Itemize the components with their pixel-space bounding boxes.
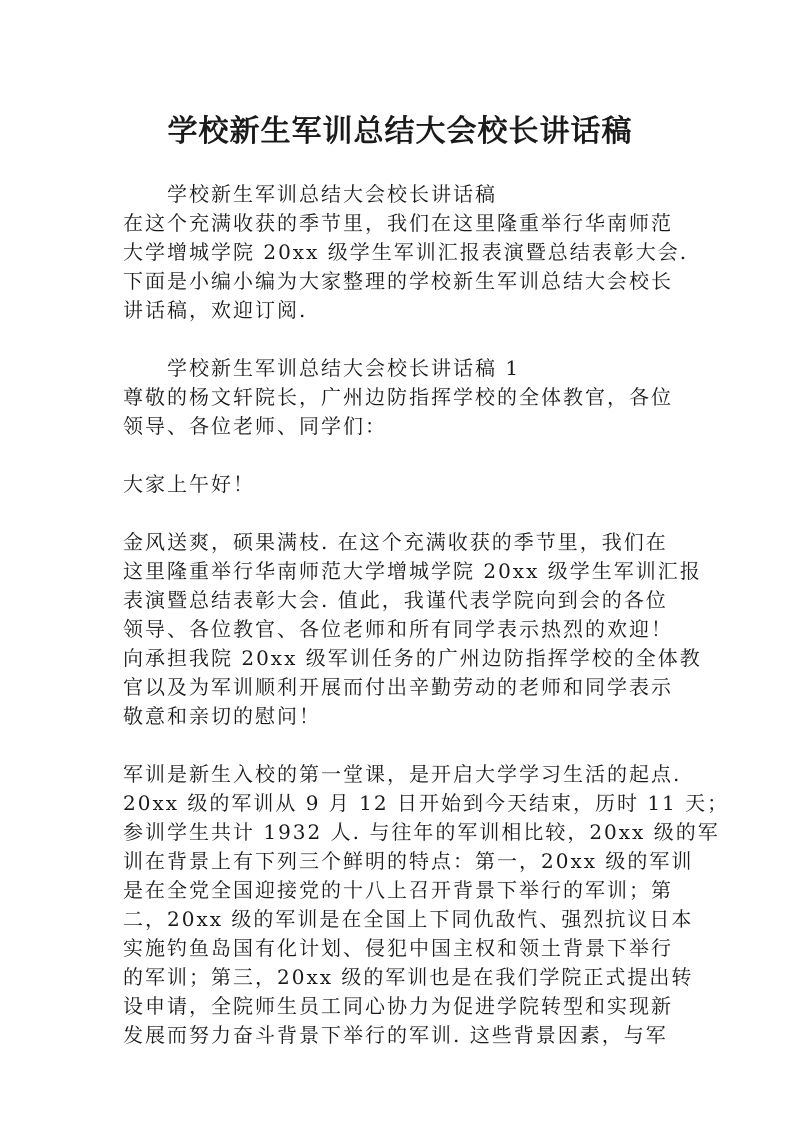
document-body — [123, 180, 730, 1050]
document-title: 学校新生军训总结大会校长讲话稿 — [167, 114, 633, 149]
paragraph2-line: 军训是新生入校的第一堂课，是开启大学学习生活的起点. — [123, 762, 682, 786]
paragraph-gap — [123, 441, 668, 470]
paragraph-gap — [123, 731, 668, 760]
intro-heading: 学校新生军训总结大会校长讲话稿 — [167, 182, 497, 206]
paragraph2-line: 实施钓鱼岛国有化计划、侵犯中国主权和领土背景下举行 — [123, 936, 673, 960]
paragraph2-line: 二，20xx 级的军训是在全国上下同仇敌忾、强烈抗议日本 — [123, 907, 694, 931]
paragraph1-line: 表演暨总结表彰大会. 值此，我谨代表学院向到会的各位 — [123, 588, 668, 612]
intro-line: 在这个充满收获的季节里，我们在这里隆重举行华南师范 — [123, 211, 673, 235]
paragraph2-line: 设申请，全院师生员工同心协力为促进学院转型和实现新 — [123, 994, 673, 1018]
paragraph1-line: 敬意和亲切的慰问！ — [123, 704, 321, 728]
intro-line: 大学增城学院 20xx 级学生军训汇报表演暨总结表彰大会. — [123, 240, 689, 264]
paragraph-gap — [123, 325, 668, 354]
paragraph-gap — [123, 499, 668, 528]
paragraph1-line: 官以及为军训顺利开展而付出辛勤劳动的老师和同学表示 — [123, 675, 673, 699]
paragraph1-line: 这里隆重举行华南师范大学增城学院 20xx 级学生军训汇报 — [123, 559, 702, 583]
paragraph1-line: 领导、各位教官、各位老师和所有同学表示热烈的欢迎！ — [123, 617, 673, 641]
greeting: 大家上午好！ — [123, 472, 255, 496]
paragraph2-line: 发展而努力奋斗背景下举行的军训. 这些背景因素，与军 — [123, 1023, 668, 1047]
salutation-line: 领导、各位老师、同学们： — [123, 414, 387, 438]
paragraph2-line: 的军训；第三，20xx 级的军训也是在我们学院正式提出转 — [123, 965, 694, 989]
salutation-line: 尊敬的杨文轩院长，广州边防指挥学校的全体教官，各位 — [123, 385, 673, 409]
paragraph2-line: 20xx 级的军训从 9 月 12 日开始到今天结束，历时 11 天； — [123, 791, 730, 815]
paragraph2-line: 是在全党全国迎接党的十八上召开背景下举行的军训；第 — [123, 878, 673, 902]
intro-line: 讲话稿，欢迎订阅. — [123, 298, 308, 322]
paragraph2-line: 参训学生共计 1932 人. 与往年的军训相比较，20xx 级的军 — [123, 820, 720, 844]
paragraph1-line: 金风送爽，硕果满枝. 在这个充满收获的季节里，我们在 — [123, 530, 668, 554]
paragraph2-line: 训在背景上有下列三个鲜明的特点：第一，20xx 级的军训 — [123, 849, 694, 873]
intro-line: 下面是小编小编为大家整理的学校新生军训总结大会校长 — [123, 269, 673, 293]
paragraph1-line: 向承担我院 20xx 级军训任务的广州边防指挥学校的全体教 — [123, 646, 702, 670]
speech-heading: 学校新生军训总结大会校长讲话稿 1 — [167, 356, 521, 380]
